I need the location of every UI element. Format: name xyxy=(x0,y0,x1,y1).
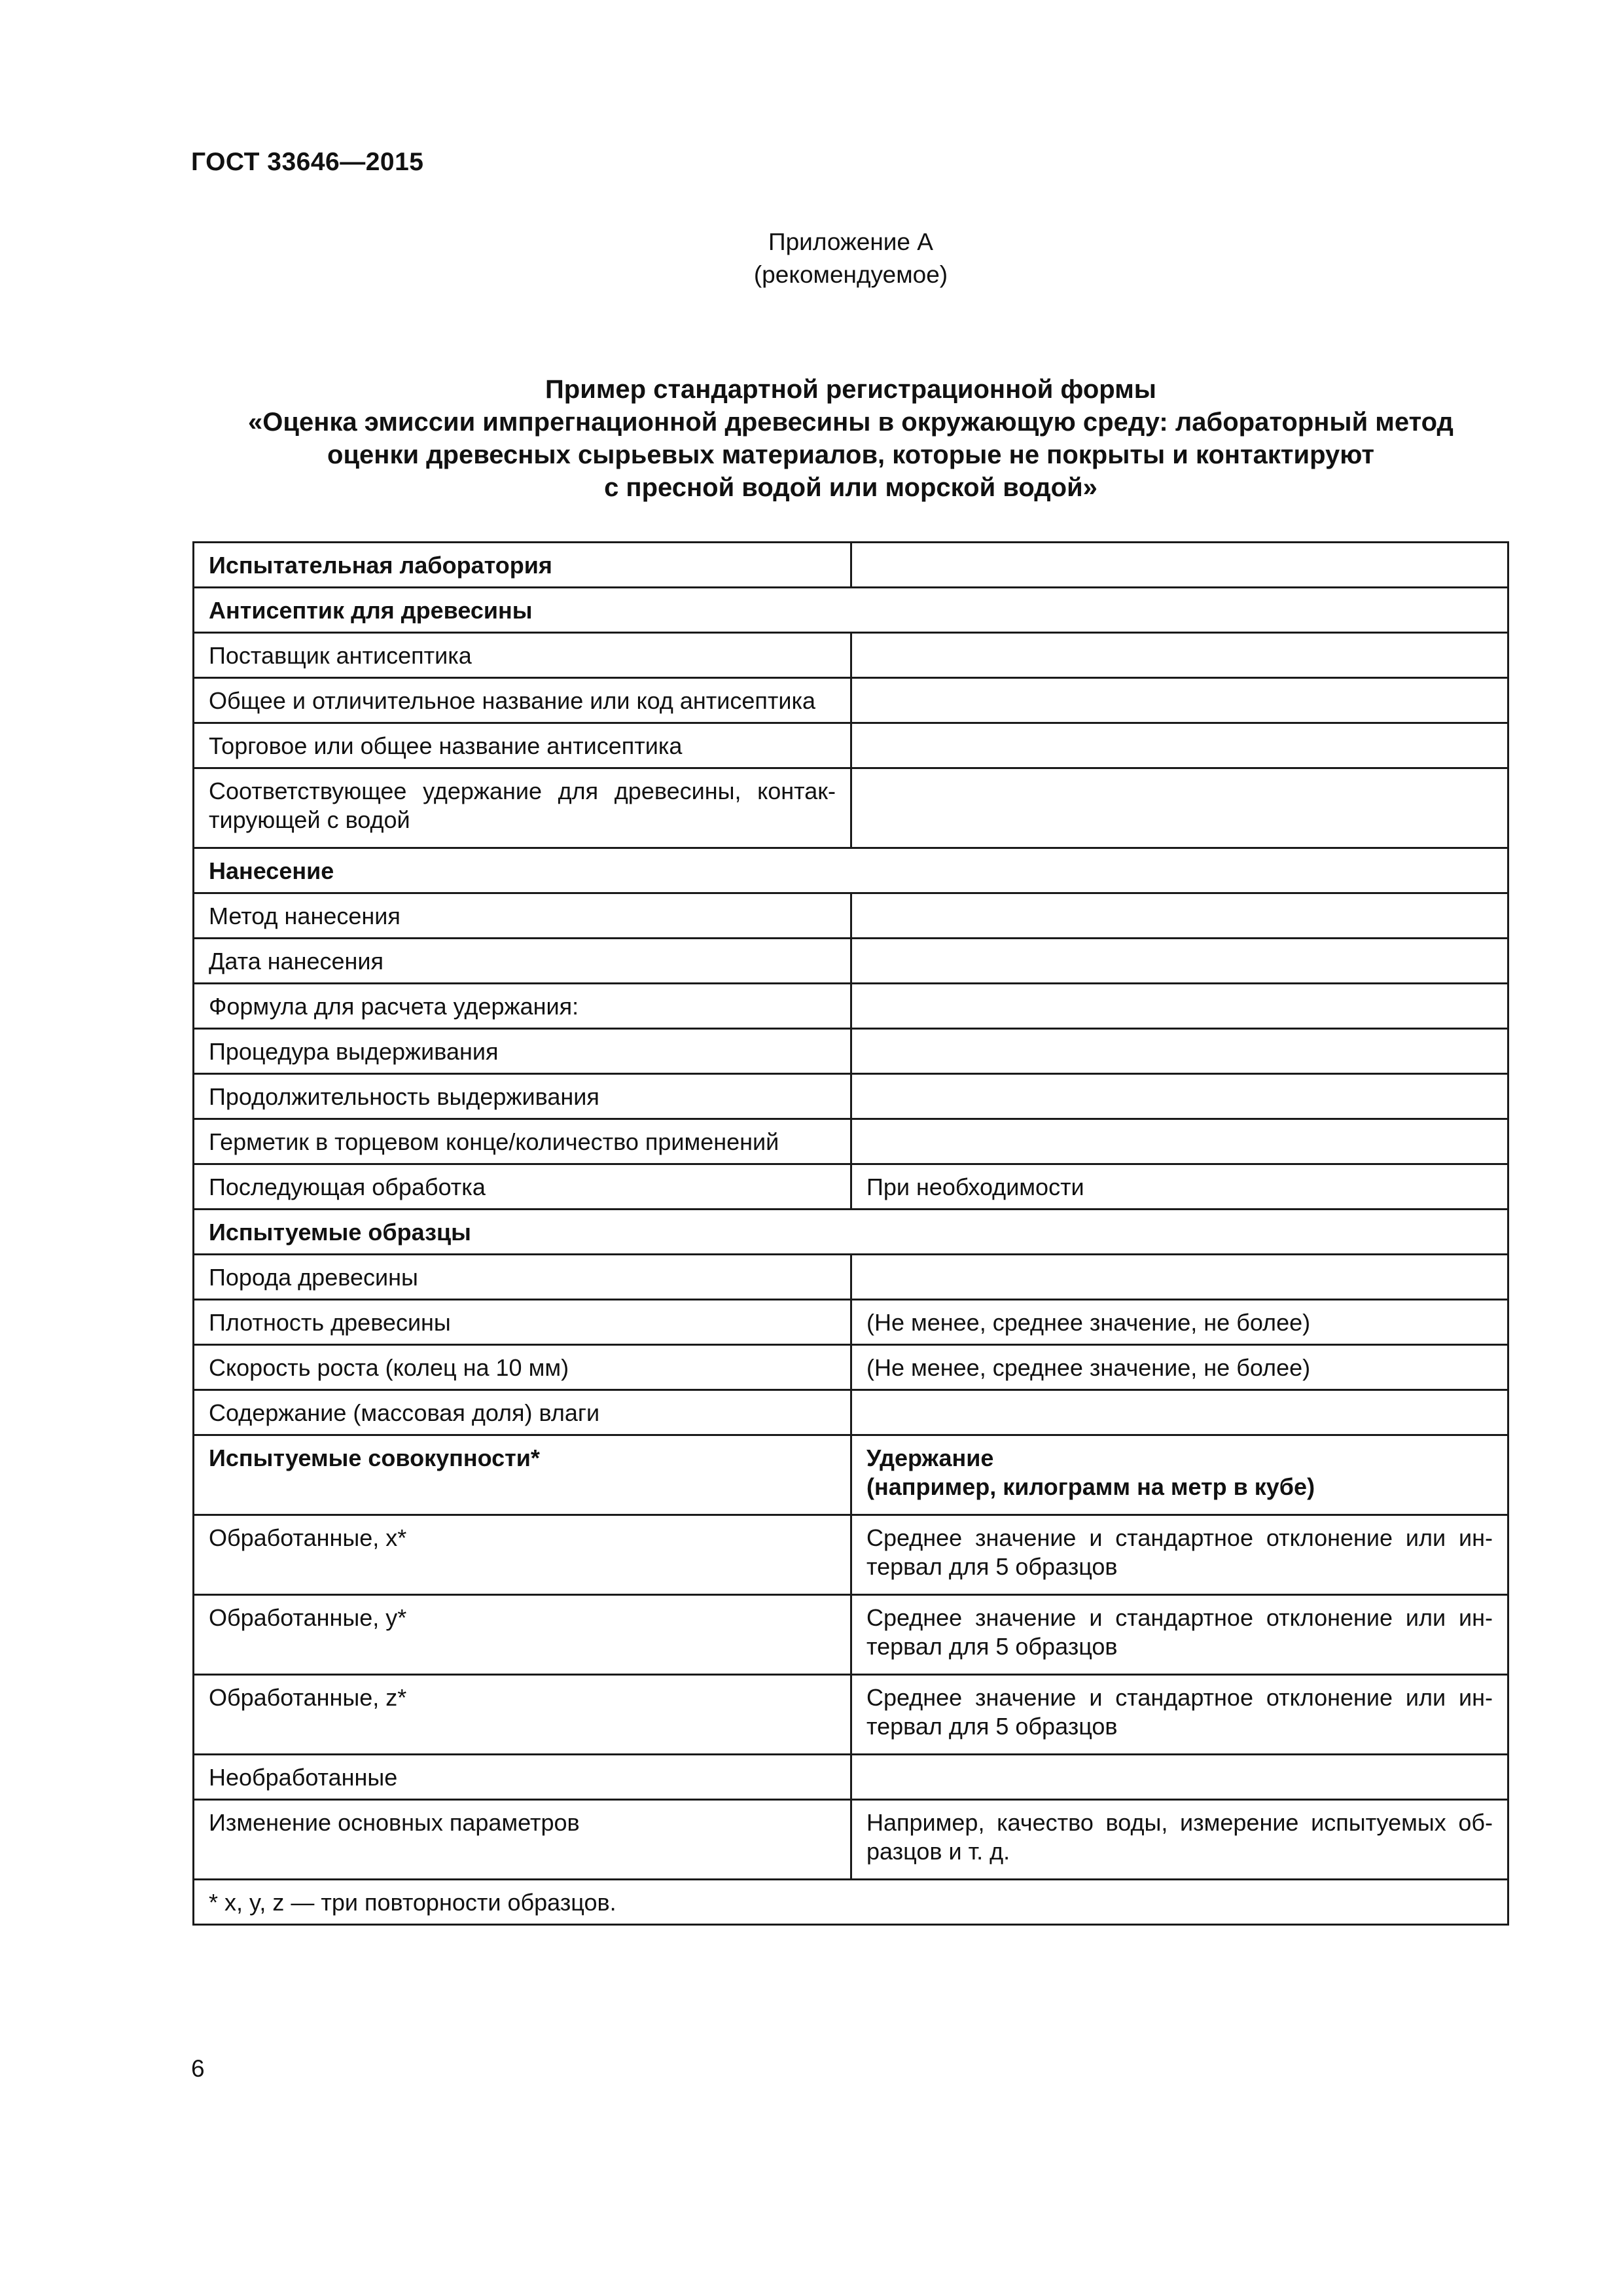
row-label: Метод нанесения xyxy=(194,893,851,939)
form-title xyxy=(0,373,1623,504)
form-title-line-1: Пример стандартной регистрационной формы xyxy=(545,375,1156,404)
table-row xyxy=(194,768,1508,848)
row-label: Обработанные, y* xyxy=(194,1595,851,1675)
row-label: Изменение основных параметров xyxy=(194,1800,851,1880)
table-row xyxy=(194,633,1508,678)
row-label: Обработанные, z* xyxy=(194,1675,851,1755)
footnote-row xyxy=(194,1880,1508,1925)
row-value xyxy=(851,678,1508,723)
aggregates-header-value xyxy=(851,1435,1508,1515)
table-row xyxy=(194,678,1508,723)
registration-form-table xyxy=(192,541,1509,1926)
row-label: Обработанные, x* xyxy=(194,1515,851,1595)
section-heading-application: Нанесение xyxy=(194,848,1508,893)
row-value: Среднее значение и стандартное отклонение или ин-тервал для 5 образцов xyxy=(851,1515,1508,1595)
table-row xyxy=(194,1074,1508,1119)
table-row xyxy=(194,939,1508,984)
row-label: Содержание (массовая доля) влаги xyxy=(194,1390,851,1435)
section-row xyxy=(194,588,1508,633)
document-standard-code: ГОСТ 33646—2015 xyxy=(191,148,424,176)
retention-units: (например, килограмм на метр в кубе) xyxy=(866,1473,1315,1500)
row-value xyxy=(851,984,1508,1029)
row-label: Скорость роста (колец на 10 мм) xyxy=(194,1345,851,1390)
row-label: Формула для расчета удержания: xyxy=(194,984,851,1029)
table-row xyxy=(194,1300,1508,1345)
row-label: Дата нанесения xyxy=(194,939,851,984)
form-title-line-4: с пресной водой или морской водой» xyxy=(604,473,1097,502)
row-value: Например, качество воды, измерение испытуемых об-разцов и т. д. xyxy=(851,1800,1508,1880)
table-row xyxy=(194,1595,1508,1675)
page-number: 6 xyxy=(191,2055,205,2082)
table-row xyxy=(194,1119,1508,1164)
row-value xyxy=(851,1029,1508,1074)
row-label: Продолжительность выдерживания xyxy=(194,1074,851,1119)
row-value xyxy=(851,1119,1508,1164)
row-value xyxy=(851,1755,1508,1800)
table-row xyxy=(194,1515,1508,1595)
row-value xyxy=(851,939,1508,984)
row-value xyxy=(851,723,1508,768)
annex-heading xyxy=(0,226,1623,291)
row-label: Плотность древесины xyxy=(194,1300,851,1345)
row-value: (Не менее, среднее значение, не более) xyxy=(851,1300,1508,1345)
row-value xyxy=(851,893,1508,939)
form-title-line-3: оценки древесных сырьевых материалов, которые не покрыты и контактируют xyxy=(327,440,1374,469)
row-label: Процедура выдерживания xyxy=(194,1029,851,1074)
section-heading-samples: Испытуемые образцы xyxy=(194,1210,1508,1255)
row-value xyxy=(851,1390,1508,1435)
aggregates-header-row xyxy=(194,1435,1508,1515)
section-row xyxy=(194,848,1508,893)
table-row xyxy=(194,543,1508,588)
table-row xyxy=(194,1164,1508,1210)
table-row xyxy=(194,1675,1508,1755)
row-label: Последующая обработка xyxy=(194,1164,851,1210)
form-title-line-2: «Оценка эмиссии импрегнационной древесины в окружающую среду: лабораторный метод xyxy=(248,408,1454,437)
annex-title: Приложение А xyxy=(768,228,933,255)
table-row xyxy=(194,1755,1508,1800)
table-row xyxy=(194,1255,1508,1300)
row-value xyxy=(851,633,1508,678)
table-row xyxy=(194,1029,1508,1074)
row-value: Среднее значение и стандартное отклонение или ин-тервал для 5 образцов xyxy=(851,1595,1508,1675)
row-value xyxy=(851,543,1508,588)
row-label: Испытательная лаборатория xyxy=(194,543,851,588)
annex-status: (рекомендуемое) xyxy=(753,261,948,288)
retention-heading: Удержание xyxy=(866,1444,994,1471)
section-row xyxy=(194,1210,1508,1255)
table-row xyxy=(194,1345,1508,1390)
table-row xyxy=(194,893,1508,939)
aggregates-header-label: Испытуемые совокупности* xyxy=(194,1435,851,1515)
table-row xyxy=(194,984,1508,1029)
row-value xyxy=(851,1074,1508,1119)
row-value xyxy=(851,768,1508,848)
table-row xyxy=(194,723,1508,768)
row-label: Порода древесины xyxy=(194,1255,851,1300)
row-value: Среднее значение и стандартное отклонение или ин-тервал для 5 образцов xyxy=(851,1675,1508,1755)
row-label: Необработанные xyxy=(194,1755,851,1800)
table-row xyxy=(194,1800,1508,1880)
row-label: Соответствующее удержание для древесины, контак-тирующей с водой xyxy=(194,768,851,848)
row-value xyxy=(851,1255,1508,1300)
table-footnote: * x, y, z — три повторности образцов. xyxy=(194,1880,1508,1925)
row-label: Торговое или общее название антисептика xyxy=(194,723,851,768)
row-label: Поставщик антисептика xyxy=(194,633,851,678)
table-row xyxy=(194,1390,1508,1435)
row-value: При необходимости xyxy=(851,1164,1508,1210)
row-label: Герметик в торцевом конце/количество применений xyxy=(194,1119,851,1164)
row-label: Общее и отличительное название или код антисептика xyxy=(194,678,851,723)
section-heading-antiseptic: Антисептик для древесины xyxy=(194,588,1508,633)
row-value: (Не менее, среднее значение, не более) xyxy=(851,1345,1508,1390)
